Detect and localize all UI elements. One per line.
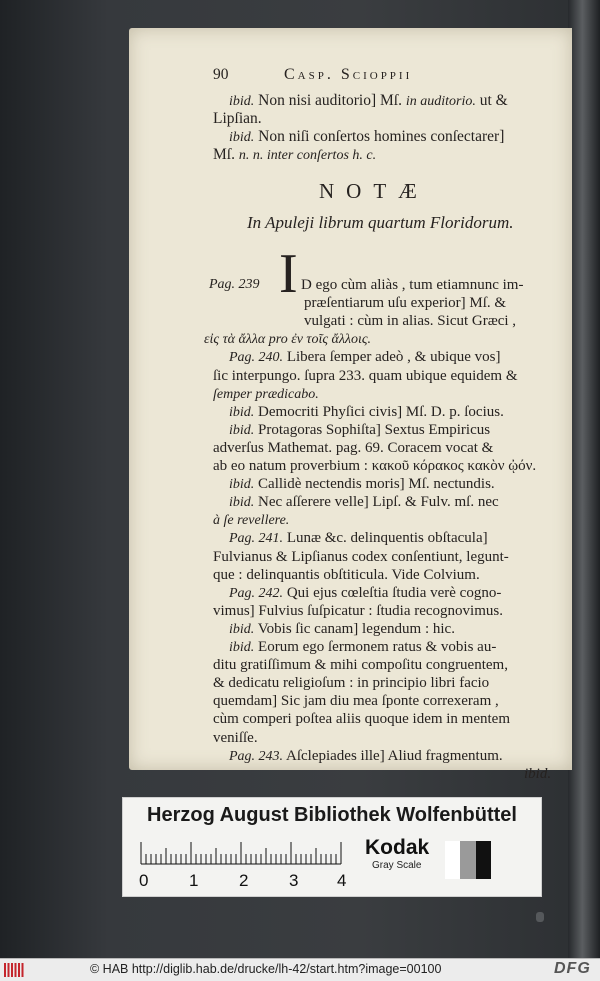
body-line [213,674,489,692]
line-text: vulgati : cùm in alias. Sicut Græci , [304,313,517,329]
body-line [229,529,488,548]
body-line [213,656,508,674]
line-text: à ſe revellere. [213,513,290,528]
body-line [213,439,493,457]
line-text: Callidè nectendis moris] Mſ. nectundis. [258,476,495,492]
swatch-gray [460,841,475,879]
body-line [213,692,499,710]
body-line [213,367,518,385]
body-line [229,584,501,603]
body-line [304,312,516,330]
book-edge [568,0,600,958]
line-text: & dedicatu religioſum : in principio libri facio [213,675,490,691]
library-name: Herzog August Bibliothek Wolfenbüttel [147,804,517,826]
scale-number-1: 1 [189,871,199,890]
line-text: ab eo natum proverbium : κακοῦ κόρακος κακὸν ᾠόν. [213,458,537,474]
line-text: Protagoras Sophiſta] Sextus Empiricus [258,422,491,438]
body-line [229,620,455,639]
line-text: que : delinquantis obſtiticula. Vide Colvium. [213,567,480,583]
footer-bar [0,958,600,981]
gray-swatches [445,841,491,879]
line-text: veniſſe. [213,730,258,746]
line-text: vimus] Fulvius ſuſpicatur : ſtudia recognovimus. [213,603,503,619]
line-label: ibid. [229,405,255,420]
scale-number-3: 3 [289,871,299,890]
running-head: Casp. Scioppii [284,66,413,83]
scale-number-2: 2 [239,871,249,890]
line-label: Pag. 241. [229,531,284,546]
section-subtitle: In Apuleji librum quartum Floridorum. [247,213,514,232]
line-text: quemdam] Sic jam diu mea ſponte correxeram , [213,693,499,709]
dfg-logo: DFG [554,960,591,977]
color-calibration-card [122,797,542,897]
line-text: ſic interpungo. ſupra 233. quam ubique equidem & [213,368,518,384]
section-title: NOTÆ [319,179,429,203]
swatch-black [476,841,491,879]
body-line [229,403,504,422]
body-line [229,348,501,367]
kodak-logo: Kodak [365,836,430,859]
drop-cap: I [279,243,298,305]
line-text: præſentiarum uſu experior] Mſ. & [304,295,507,311]
body-line [229,493,499,512]
body-line [213,566,480,584]
line-text: adverſus Mathemat. pag. 69. Coracem vocat & [213,440,494,456]
line-text: ſemper prædicabo. [213,387,319,402]
line-label: ibid. [229,477,255,492]
body-line [213,457,536,475]
book-page [129,28,572,782]
ruler [141,840,341,870]
scan-mark [536,912,544,922]
body-line [213,602,503,620]
body-line [229,747,503,766]
line-text: Qui ejus cœleſtia ſtudia verè cogno- [286,585,502,601]
page-number: 90 [213,66,229,83]
line-text: Nec aſſerere velle] Lipſ. & Fulv. mſ. nec [258,494,499,510]
line-text: Fulvianus & Lipſianus codex conſentiunt, legunt- [213,549,509,565]
line-text: cùm comperi poſtea aliis quoque idem in mentem [213,711,511,727]
line-label: Pag. 243. [229,749,284,764]
top-line-2: Lipſian. [213,110,262,127]
line-text: ibid. [524,766,552,782]
line-text: ditu gratiſſimum & mihi compoſitu congruentem, [213,657,508,673]
body-line [229,475,495,494]
gray-scale-label: Gray Scale [372,860,422,871]
line-label: Pag. 239 [209,277,260,292]
top-line-3: ibid. Non niſi conſertos homines conſectarer] [229,128,505,145]
body-line [524,765,551,783]
scale-number-4: 4 [337,871,347,890]
line-text: Eorum ego ſermonem ratus & vobis au- [258,639,497,655]
line-label: Pag. 240. [229,350,284,365]
hab-logo-icon [4,963,24,977]
line-text: Libera ſemper adeò , & ubique vos] [286,349,501,365]
line-text: Democriti Phyſici civis] Mſ. D. p. ſocius. [258,404,504,420]
body-line [204,330,371,349]
line-text: Vobis ſic canam] legendum : hic. [257,621,455,637]
body-line [213,710,510,728]
swatch-white [445,841,460,879]
body-line [213,385,319,404]
line-label: ibid. [229,495,255,510]
body-line [213,548,509,566]
body-line [213,729,258,747]
body-line [213,511,289,530]
body-line [229,421,490,440]
line-label: ibid. [229,640,255,655]
line-label: ibid. [229,423,255,438]
line-text: Lunæ &c. delinquentis obſtacula] [286,530,488,546]
line-text: Aſclepiades ille] Aliud fragmentum. [286,748,503,764]
body-line [229,638,496,657]
line-text: εἰς τὰ ἄλλα pro ἐν τοῖς ἄλλοις. [204,332,372,347]
line-text: D ego cùm aliàs , tum etiamnunc im- [301,277,524,293]
top-line-1: ibid. Non nisi auditorio] Mſ. in auditorio. ut & [229,92,508,109]
scale-number-0: 0 [139,871,149,890]
top-line-4: Mſ. n. n. inter conſertos h. c. [213,146,377,163]
body-line [304,294,506,312]
line-label: ibid. [229,622,255,637]
line-label: Pag. 242. [229,586,284,601]
footer-link[interactable]: © HAB http://diglib.hab.de/drucke/lh-42/start.htm?image=00100 [90,962,442,976]
